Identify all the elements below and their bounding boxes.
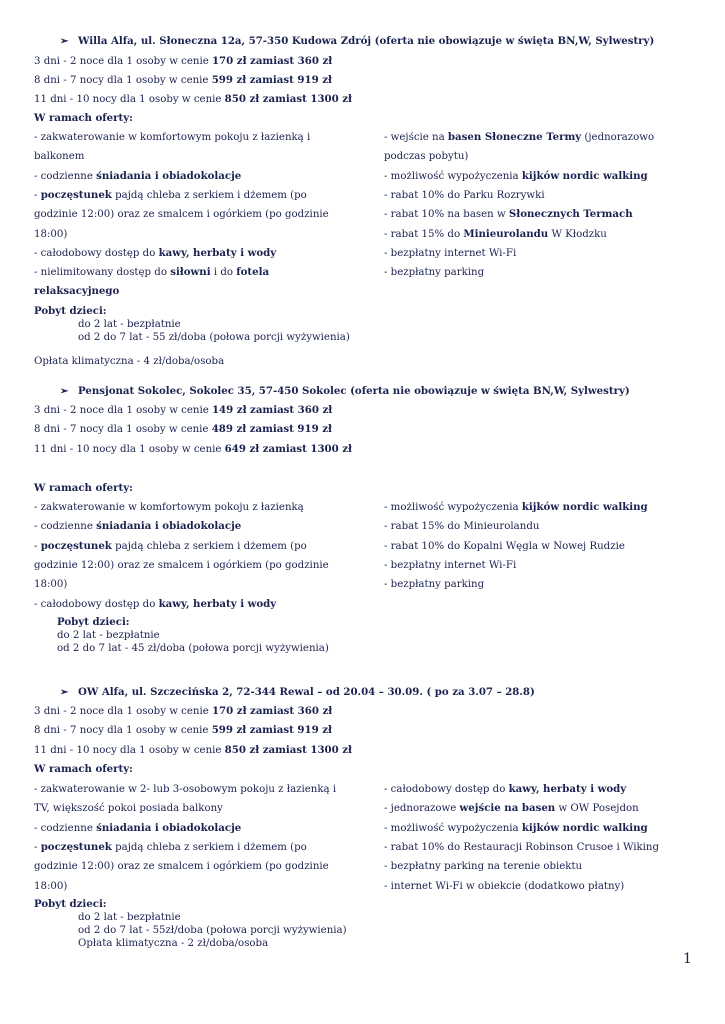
bold-run: kijków nordic walking xyxy=(521,169,648,182)
text-run: - xyxy=(34,841,41,853)
text-run: - rabat 10% na basen w xyxy=(384,209,509,221)
offer-2-left-list-item xyxy=(34,540,307,553)
offer-1-right-list-item xyxy=(384,247,516,260)
bold-run: Słonecznych Termach xyxy=(508,208,633,221)
text-run: podczas pobytu) xyxy=(384,151,469,163)
offer-1-right-list-item xyxy=(384,228,607,241)
text-run: - całodobowy dostęp do xyxy=(384,784,509,795)
offer-2-w-ramach: W ramach oferty: xyxy=(34,482,133,494)
offer-1-left-list-item xyxy=(34,150,84,163)
text-run: - rabat 10% do Kopalni Węgla w Nowej Rudzie xyxy=(384,540,625,552)
offer-2-left-list-item xyxy=(34,578,67,591)
bold-run: kijków nordic walking xyxy=(521,501,648,513)
arrow-bullet-icon: ➢ xyxy=(60,686,69,698)
offer-2-right-list-item xyxy=(384,578,484,591)
bold-run: śniadania i obiadokolacje xyxy=(96,821,242,834)
text-run: pajdą chleba z serkiem i dżemem (po xyxy=(111,841,307,853)
bold-run: poczęstunek xyxy=(40,188,112,201)
offer-1-right-list-item xyxy=(384,150,468,163)
text-run: - internet Wi-Fi w obiekcie (dodatkowo płatny) xyxy=(384,880,625,892)
text-run: - jednorazowe xyxy=(384,803,460,815)
offer-3-left-list-item xyxy=(34,841,307,854)
text-run: - xyxy=(34,540,41,552)
offer-3-price-2: 8 dni - 7 nocy dla 1 osoby w cenie 599 zł zamiast 919 zł xyxy=(34,724,332,736)
offer-1-left-list-item xyxy=(34,266,269,279)
offer-2-children-1: do 2 lat - bezpłatnie xyxy=(57,630,160,641)
offer-2-left-list-item xyxy=(34,520,241,533)
text-run: W Kłodzku xyxy=(548,228,607,240)
bold-run: wejście na basen xyxy=(459,802,556,815)
offer-3-w-ramach: W ramach oferty: xyxy=(34,763,133,775)
offer-1-right-list-item xyxy=(384,189,545,202)
offer-1-right-list-item xyxy=(384,131,654,144)
offer-2-price-2: 8 dni - 7 nocy dla 1 osoby w cenie 489 zł zamiast 919 zł xyxy=(34,423,332,435)
bold-run: poczęstunek xyxy=(40,539,112,552)
offer-1-w-ramach: W ramach oferty: xyxy=(34,112,133,124)
text-run: - xyxy=(34,189,41,201)
offer-1-right-list-item xyxy=(384,266,484,279)
offer-1-children-2: od 2 do 7 lat - 55 zł/doba (połowa porcji wyżywienia) xyxy=(78,332,350,343)
bold-run: kawy, herbaty i wody xyxy=(508,783,627,795)
offer-3-children-3: Opłata klimatyczna - 2 zł/doba/osoba xyxy=(78,938,269,949)
offer-2-children-2: od 2 do 7 lat - 45 zł/doba (połowa porcji wyżywienia) xyxy=(57,643,329,654)
offer-3-price-1: 3 dni - 2 noce dla 1 osoby w cenie 170 zł zamiast 360 zł xyxy=(34,705,333,717)
text-run: - możliwość wypożyczenia xyxy=(384,502,522,513)
offer-2-right-list-item xyxy=(384,501,648,514)
offer-3-price-3: 11 dni - 10 nocy dla 1 osoby w cenie 850 zł zamiast 1300 zł xyxy=(34,744,352,756)
offer-1-left-list-item xyxy=(34,247,276,260)
bold-run: siłowni xyxy=(170,266,211,279)
bold-run: śniadania i obiadokolacje xyxy=(96,169,242,182)
offer-1-right-list-item xyxy=(384,208,633,221)
text-run: - możliwość wypożyczenia xyxy=(384,170,522,182)
text-run: - nielimitowany dostęp do xyxy=(34,267,171,279)
offer-3-right-list-item xyxy=(384,783,626,796)
offer-3-right-list-item xyxy=(384,822,648,835)
offer-1-left-list-item xyxy=(34,189,307,202)
offer-1-right-list-item xyxy=(384,170,648,183)
text-run: 18:00) xyxy=(34,228,68,240)
text-run: - zakwaterowanie w komfortowym pokoju z łazienką i xyxy=(34,132,311,143)
offer-1-extra: Opłata klimatyczna - 4 zł/doba/osoba xyxy=(34,356,225,367)
offer-2-right-list-item xyxy=(384,559,516,572)
text-run: pajdą chleba z serkiem i dżemem (po xyxy=(111,189,307,201)
offer-3-children-2: od 2 do 7 lat - 55zł/doba (połowa porcji wyżywienia) xyxy=(78,925,347,936)
text-run: balkonem xyxy=(34,151,85,163)
bold-run: fotela xyxy=(236,266,270,279)
text-run: godzinie 12:00) oraz ze smalcem i ogórkiem (po godzinie xyxy=(34,209,329,221)
offer-2-left-list-item xyxy=(34,598,276,611)
text-run: - możliwość wypożyczenia xyxy=(384,822,522,834)
text-run: pajdą chleba z serkiem i dżemem (po xyxy=(111,540,307,552)
text-run: - codzienne xyxy=(34,170,97,182)
bold-run: basen Słoneczne Termy xyxy=(447,131,582,143)
text-run: - całodobowy dostęp do xyxy=(34,247,159,259)
offer-3-right-list-item xyxy=(384,841,659,854)
offer-2-right-list-item xyxy=(384,540,625,553)
bold-run: kawy, herbaty i wody xyxy=(158,246,277,259)
offer-3-left-list-item xyxy=(34,822,241,835)
offer-1-left-list-item xyxy=(34,131,310,144)
text-run: godzinie 12:00) oraz ze smalcem i ogórkiem (po godzinie xyxy=(34,559,329,571)
text-run: - bezpłatny parking xyxy=(384,579,485,591)
offer-1-left-list-item xyxy=(34,285,119,298)
offer-3-right-list-item xyxy=(384,802,639,815)
offer-3-right-list-item xyxy=(384,880,624,893)
text-run: w OW Posejdon xyxy=(555,803,639,815)
text-run: 18:00) xyxy=(34,880,68,892)
bold-run: kijków nordic walking xyxy=(521,821,648,834)
offer-2-price-3: 11 dni - 10 nocy dla 1 osoby w cenie 649 zł zamiast 1300 zł xyxy=(34,443,352,455)
text-run: 18:00) xyxy=(34,579,68,591)
text-run: (jednorazowo xyxy=(581,132,655,143)
text-run: - zakwaterowanie w 2- lub 3-osobowym pokoju z łazienką i xyxy=(34,784,337,795)
text-run: - bezpłatny internet Wi-Fi xyxy=(384,247,517,259)
offer-3-children-title: Pobyt dzieci: xyxy=(34,898,107,910)
text-run: - całodobowy dostęp do xyxy=(34,598,159,610)
offer-1-children-1: do 2 lat - bezpłatnie xyxy=(78,319,181,330)
offer-1-price-2: 8 dni - 7 nocy dla 1 osoby w cenie 599 zł zamiast 919 zł xyxy=(34,74,332,86)
text-run: i do xyxy=(210,267,237,279)
offer-1-price-1: 3 dni - 2 noce dla 1 osoby w cenie 170 zł zamiast 360 zł xyxy=(34,55,333,67)
offer-1-children-title: Pobyt dzieci: xyxy=(34,305,107,317)
offer-3-left-list-item xyxy=(34,880,67,893)
text-run: - rabat 10% do Parku Rozrywki xyxy=(384,189,545,201)
bold-run: śniadania i obiadokolacje xyxy=(96,520,242,533)
offer-2-price-1: 3 dni - 2 noce dla 1 osoby w cenie 149 zł zamiast 360 zł xyxy=(34,404,333,416)
offer-2-header: ➢ Pensjonat Sokolec, Sokolec 35, 57-450 Sokolec (oferta nie obowiązuje w święta BN,W, Sylwestry) xyxy=(60,385,630,397)
text-run: - codzienne xyxy=(34,521,97,533)
offer-1-header: ➢ Willa Alfa, ul. Słoneczna 12a, 57-350 Kudowa Zdrój (oferta nie obowiązuje w święta BN,W, Sylwestry) xyxy=(60,35,655,47)
text-run: - rabat 15% do Minieurolandu xyxy=(384,521,540,533)
page-number: 1 xyxy=(683,951,692,967)
text-run: - bezpłatny parking na terenie obiektu xyxy=(384,861,583,873)
offer-3-left-list-item xyxy=(34,802,223,815)
offer-2-children-title: Pobyt dzieci: xyxy=(57,616,130,628)
bold-run: kawy, herbaty i wody xyxy=(158,597,277,610)
bold-run: poczęstunek xyxy=(40,840,112,853)
text-run: - bezpłatny internet Wi-Fi xyxy=(384,559,517,571)
text-run: - wejście na xyxy=(384,132,448,143)
text-run: - rabat 15% do xyxy=(384,228,464,240)
offer-3-header: ➢ OW Alfa, ul. Szczecińska 2, 72-344 Rewal – od 20.04 – 30.09. ( po za 3.07 – 28.8) xyxy=(60,686,535,698)
offer-3-right-list-item xyxy=(384,860,582,873)
text-run: - rabat 10% do Restauracji Robinson Crusoe i Wiking xyxy=(384,841,660,853)
offer-1-left-list-item xyxy=(34,170,241,183)
text-run: - codzienne xyxy=(34,822,97,834)
text-run: - bezpłatny parking xyxy=(384,267,485,279)
arrow-bullet-icon: ➢ xyxy=(60,385,69,397)
offer-1-price-3: 11 dni - 10 nocy dla 1 osoby w cenie 850 zł zamiast 1300 zł xyxy=(34,93,352,105)
offer-3-left-list-item xyxy=(34,783,336,796)
arrow-bullet-icon: ➢ xyxy=(60,35,69,47)
offer-2-left-list-item xyxy=(34,559,329,572)
bold-run: Minieurolandu xyxy=(463,227,549,240)
offer-1-left-list-item xyxy=(34,228,67,241)
offer-2-right-list-item xyxy=(384,520,539,533)
offer-3-left-list-item xyxy=(34,860,329,873)
offer-3-children-1: do 2 lat - bezpłatnie xyxy=(78,912,181,923)
text-run: godzinie 12:00) oraz ze smalcem i ogórkiem (po godzinie xyxy=(34,861,329,873)
bold-run: relaksacyjnego xyxy=(34,285,120,298)
text-run: TV, większość pokoi posiada balkony xyxy=(34,803,223,815)
offer-2-left-list-item xyxy=(34,501,304,514)
offer-1-left-list-item xyxy=(34,208,329,221)
text-run: - zakwaterowanie w komfortowym pokoju z łazienką xyxy=(34,502,304,513)
